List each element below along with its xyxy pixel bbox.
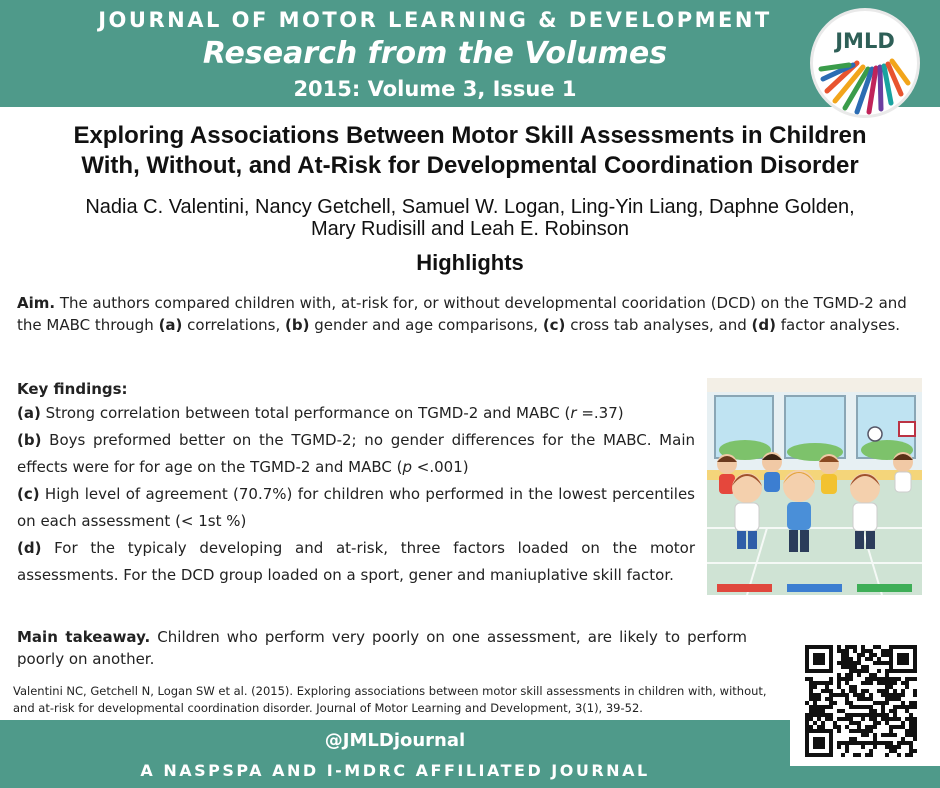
article-authors: Nadia C. Valentini, Nancy Getchell, Samuel W. Logan, Ling-Yin Liang, Daphne Golden, Mary Rudisill and Leah E. Robinson [85,196,855,240]
highlights-heading: Highlights [416,250,524,275]
logo-text: JMLD [835,29,895,53]
main-takeaway: Main takeaway. Children who perform very poorly on one assessment, are likely to perform poorly on another. [17,628,747,668]
series-title: Research from the Volumes [202,36,668,71]
qr-code-icon[interactable] [797,637,925,765]
volume-issue: 2015: Volume 3, Issue 1 [293,77,577,101]
children-running-gym-illustration [707,378,922,595]
footer-bar-extension [790,766,940,788]
finding-c: (c) High level of agreement (70.7%) for children who performed in the lowest percentiles on each assessment (< 1st %) [17,485,695,530]
key-findings: Key findings: (a) Strong correlation between total performance on TGMD-2 and MABC (r =.37) (b) Boys preformed better on the TGMD-2; no gender differences for the MABC. Main effects were for for age on the TGMD-2 and MABC (p <.001) (c) High level of agreement (70.7%) for children who performed in the lowest percentiles on each assessment (< 1st %) (d) For the typicaly developing and at-risk, three factors loaded on the motor assessments. For the DCD group loaded on a sport, gener and maniuplative skill factor. [17,378,695,589]
aim-paragraph: Aim. The authors compared children with, at-risk for, or without developmental cooridation (DCD) on the TGMD-2 and the MABC through (a) correlations, (b) gender and age comparisons, (c) cross tab analyses, and (d) factor analyses. [17,294,907,334]
finding-a: (a) Strong correlation between total performance on TGMD-2 and MABC (r =.37) [17,404,624,422]
finding-d: (d) For the typicaly developing and at-risk, three factors loaded on the motor assessments. For the DCD group loaded on a sport, gener and maniuplative skill factor. [17,539,695,584]
finding-b: (b) Boys preformed better on the TGMD-2; no gender differences for the MABC. Main effects were for for age on the TGMD-2 and MABC (p <.001) [17,431,695,476]
header-banner [0,0,940,107]
affiliation: A NASPSPA AND I-MDRC AFFILIATED JOURNAL [140,761,650,780]
social-handle[interactable]: @JMLDjournal [324,730,466,751]
article-title: Exploring Associations Between Motor Skill Assessments in Children With, Without, and At-Risk for Developmental Coordination Disorder [73,122,867,179]
citation: Valentini NC, Getchell N, Logan SW et al. (2015). Exploring associations between motor skill assessments in children with, without, and at-risk for developmental coordination disorder. Journal of Motor Learning and Development, 3(1), 39-52. [13,684,767,715]
journal-name: JOURNAL OF MOTOR LEARNING & DEVELOPMENT [98,8,772,32]
footer-banner [0,720,790,788]
jmld-logo-icon [810,8,920,118]
